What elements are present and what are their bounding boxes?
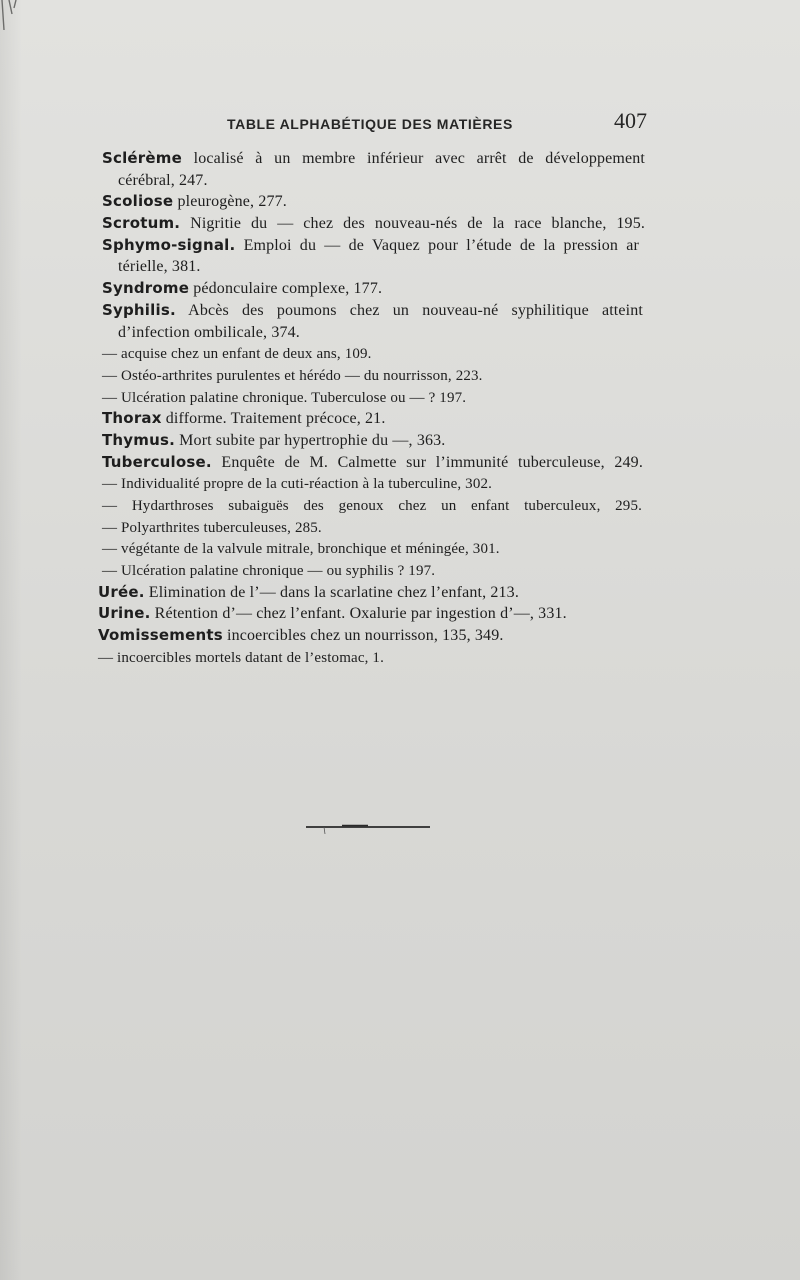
index-line xyxy=(98,582,800,604)
index-term: Urine. xyxy=(98,604,151,623)
index-line xyxy=(102,473,800,495)
page-number: 407 xyxy=(614,108,647,133)
index-text: Elimination de l’— dans la scarlatine chez l’enfant, 213. xyxy=(144,583,519,601)
index-term: Vomissements xyxy=(98,626,223,645)
index-text: — Polyarthrites tuberculeuses, 285. xyxy=(102,519,322,536)
index-line xyxy=(102,300,643,322)
index-line xyxy=(118,322,800,344)
index-text: — Ulcération palatine chronique. Tuberculose ou — ? 197. xyxy=(102,389,467,406)
index-text: difforme. Traitement précoce, 21. xyxy=(161,410,386,428)
index-line xyxy=(102,387,800,409)
index-text: — Ulcération palatine chronique — ou syphilis ? 197. xyxy=(102,563,436,580)
index-line xyxy=(98,647,800,669)
index-text: — incoercibles mortels datant de l’estomac, 1. xyxy=(98,649,384,666)
index-line xyxy=(102,148,645,170)
page-corner-mark xyxy=(0,0,28,38)
index-term: Scrotum. xyxy=(102,214,181,233)
index-line xyxy=(98,625,800,647)
index-line xyxy=(102,213,645,235)
index-text: Mort subite par hypertrophie du —, 363. xyxy=(175,431,446,449)
index-term: Sphymo-signal. xyxy=(102,235,236,254)
index-line xyxy=(102,278,800,300)
index-text: térielle, 381. xyxy=(118,258,201,276)
index-entries xyxy=(0,148,800,669)
index-line xyxy=(102,343,800,365)
index-text: — Hydarthroses subaiguës des genoux chez un enfant tuberculeux, 295. xyxy=(102,498,642,514)
index-line xyxy=(102,517,800,539)
running-head-title: TABLE ALPHABÉTIQUE DES MATIÈRES xyxy=(227,116,513,132)
index-line xyxy=(102,452,643,474)
index-line xyxy=(102,430,800,452)
index-line xyxy=(118,170,800,192)
index-term: Syndrome xyxy=(102,279,190,298)
index-text: — acquise chez un enfant de deux ans, 109. xyxy=(102,346,372,363)
end-of-text-rule xyxy=(306,820,430,836)
index-text: — Ostéo-arthrites purulentes et hérédo — du nourrisson, 223. xyxy=(102,367,483,384)
index-term: Syphilis. xyxy=(102,300,176,319)
index-line xyxy=(118,256,800,278)
index-line xyxy=(102,538,800,560)
index-term: Sclérème xyxy=(102,149,182,167)
index-text: Nigritie du — chez des nouveau-nés de la race blanche, 195. xyxy=(180,215,645,233)
index-text: pleurogène, 277. xyxy=(173,193,287,211)
index-line xyxy=(102,408,800,430)
index-text: incoercibles chez un nourrisson, 135, 349. xyxy=(222,627,504,645)
index-term: Scoliose xyxy=(102,192,174,211)
index-line xyxy=(98,603,800,625)
index-line xyxy=(102,235,639,257)
index-line xyxy=(102,495,642,517)
index-text: pédonculaire complexe, 177. xyxy=(189,280,383,298)
index-text: — végétante de la valvule mitrale, bronchique et méningée, 301. xyxy=(102,541,500,558)
index-term: Urée. xyxy=(98,582,145,601)
index-line xyxy=(102,560,800,582)
index-text: Emploi du — de Vaquez pour l’étude de la pression ar xyxy=(235,236,639,254)
index-text: d’infection ombilicale, 374. xyxy=(118,323,300,341)
index-line xyxy=(102,365,800,387)
index-text: cérébral, 247. xyxy=(118,171,208,189)
index-term: Thorax xyxy=(102,409,162,428)
index-text: — Individualité propre de la cuti-réaction à la tuberculine, 302. xyxy=(102,476,493,493)
index-text: localisé à un membre inférieur avec arrêt de développement xyxy=(181,150,645,167)
index-term: Tuberculose. xyxy=(102,452,212,471)
index-text: Abcès des poumons chez un nouveau-né syphilitique atteint xyxy=(175,301,643,319)
index-text: Rétention d’— chez l’enfant. Oxalurie par ingestion d’—, 331. xyxy=(150,605,567,623)
index-line xyxy=(102,191,800,213)
index-term: Thymus. xyxy=(102,430,176,449)
index-text: Enquête de M. Calmette sur l’immunité tuberculeuse, 249. xyxy=(211,453,643,471)
